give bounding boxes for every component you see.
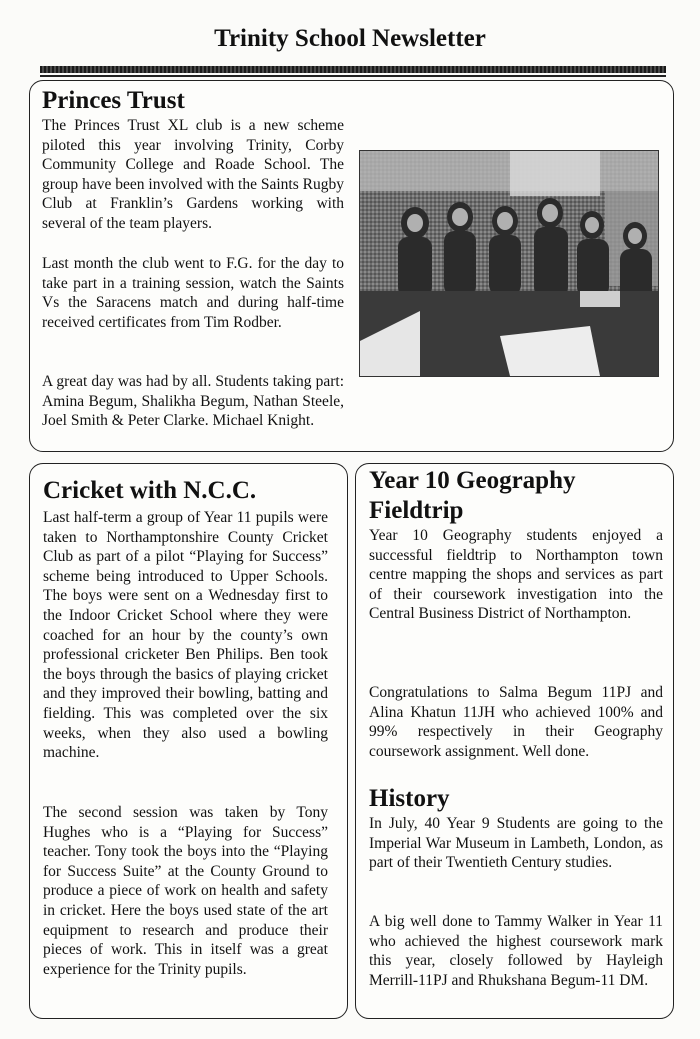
cricket-heading: Cricket with N.C.C.	[43, 477, 257, 504]
cricket-paragraph-2: The second session was taken by Tony Hughes who is a “Playing for Success” teacher. Tony took the boys into the “Playing for Success Suite” at the County Ground to produce a piece of work on health and safety in cricket. Here the boys used state of the art equipment to research and produce their pieces of work. This in itself was a great experience for the Trinity pupils.	[43, 804, 328, 978]
princes-trust-paragraph-1: The Princes Trust XL club is a new scheme piloted this year involving Trinity, Corby Community College and Roade School. The group have been involved with the Saints Rugby Club at Franklin’s Gardens working with several of the team players.	[42, 117, 344, 232]
group-photo	[359, 150, 659, 377]
princes-trust-paragraph-2: Last month the club went to F.G. for the day to take part in a training session, watch the Saints Vs the Saracens match and during half-time received certificates from Tim Rodber.	[42, 255, 344, 331]
header-rule	[40, 66, 666, 73]
princes-trust-heading: Princes Trust	[42, 87, 185, 114]
newsletter-title: Trinity School Newsletter	[214, 25, 486, 52]
geography-paragraph-1: Year 10 Geography students enjoyed a successful fieldtrip to Northampton town centre mapping the shops and services as part of their coursework investigation into the Central Business District of Northampton.	[369, 527, 663, 623]
cricket-paragraph-1: Last half-term a group of Year 11 pupils were taken to Northamptonshire County Cricket Club as part of a pilot “Playing for Success” scheme being introduced to Upper Schools. The boys were sent on a Wednesday first to the Indoor Cricket School where they were coached for an hour by the county’s own professional cricketer Ben Philips. Ben took the boys through the basics of playing cricket and they improved their bowling, batting and fielding. This was completed over the six weeks, when they also used a bowling machine.	[43, 509, 328, 762]
header-rule-thin	[40, 75, 666, 77]
geography-heading-line2: Fieldtrip	[369, 497, 464, 524]
history-heading: History	[369, 785, 450, 812]
history-paragraph-1: In July, 40 Year 9 Students are going to the Imperial War Museum in Lambeth, London, as part of their Twentieth Century studies.	[369, 815, 663, 872]
geography-paragraph-2: Congratulations to Salma Begum 11PJ and Alina Khatun 11JH who achieved 100% and 99% respectively in their Geography coursework assignment. Well done.	[369, 684, 663, 760]
princes-trust-paragraph-3: A great day was had by all. Students taking part: Amina Begum, Shalikha Begum, Nathan Steele, Joel Smith & Peter Clarke. Michael Knight.	[42, 373, 344, 430]
geography-heading-line1: Year 10 Geography	[369, 467, 576, 494]
history-paragraph-2: A big well done to Tammy Walker in Year 11 who achieved the highest coursework mark this year, closely followed by Hayleigh Merrill-11PJ and Rhukshana Begum-11 DM.	[369, 913, 663, 989]
